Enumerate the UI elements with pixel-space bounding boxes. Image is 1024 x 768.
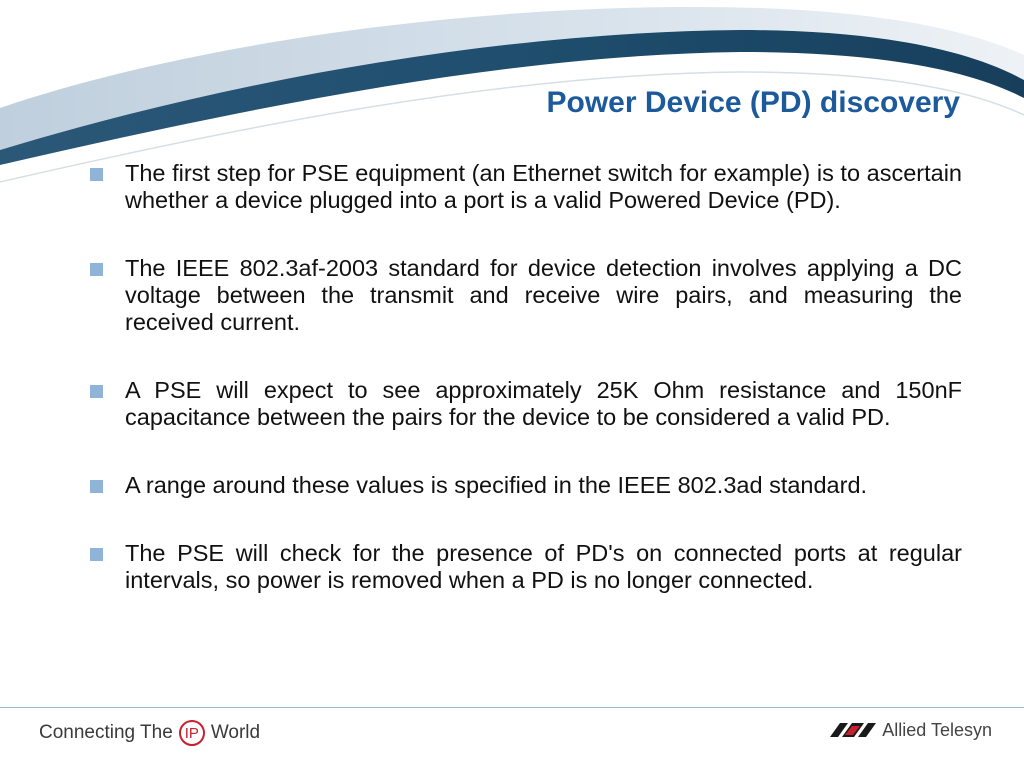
square-bullet-icon [90, 480, 103, 493]
footer-tagline [38, 716, 261, 750]
square-bullet-icon [90, 168, 103, 181]
footer-brand [830, 716, 992, 744]
bullet-text: The PSE will check for the presence of PD's on connected ports at regular intervals, so power is removed when a PD is no longer connected. [125, 540, 962, 593]
brand-name: Allied Telesyn [882, 719, 992, 740]
bullet-text: The first step for PSE equipment (an Ethernet switch for example) is to ascertain whether a device plugged into a port is a valid Powered Device (PD). [125, 160, 962, 213]
footer-divider [0, 707, 1024, 708]
square-bullet-icon [90, 385, 103, 398]
bullet-item [90, 160, 962, 214]
bullet-item [90, 377, 962, 431]
bullet-list [90, 160, 962, 594]
bullet-text: A PSE will expect to see approximately 25K Ohm resistance and 150nF capacitance between the pairs for the device to be considered a valid PD. [125, 377, 962, 430]
tagline-text: World [210, 722, 261, 743]
square-bullet-icon [90, 548, 103, 561]
allied-telesyn-logo-icon [830, 721, 878, 739]
slide-title: Power Device (PD) discovery [546, 86, 960, 119]
ip-circle-icon: IP [179, 720, 205, 746]
bullet-item [90, 255, 962, 336]
bullet-item [90, 540, 962, 594]
tagline-text: Connecting The [39, 722, 173, 743]
bullet-text: The IEEE 802.3af-2003 standard for device detection involves applying a DC voltage between the transmit and receive wire pairs, and measuring the received current. [125, 255, 962, 335]
bullet-text: A range around these values is specified in the IEEE 802.3ad standard. [125, 472, 868, 498]
square-bullet-icon [90, 263, 103, 276]
bullet-item [90, 472, 962, 499]
